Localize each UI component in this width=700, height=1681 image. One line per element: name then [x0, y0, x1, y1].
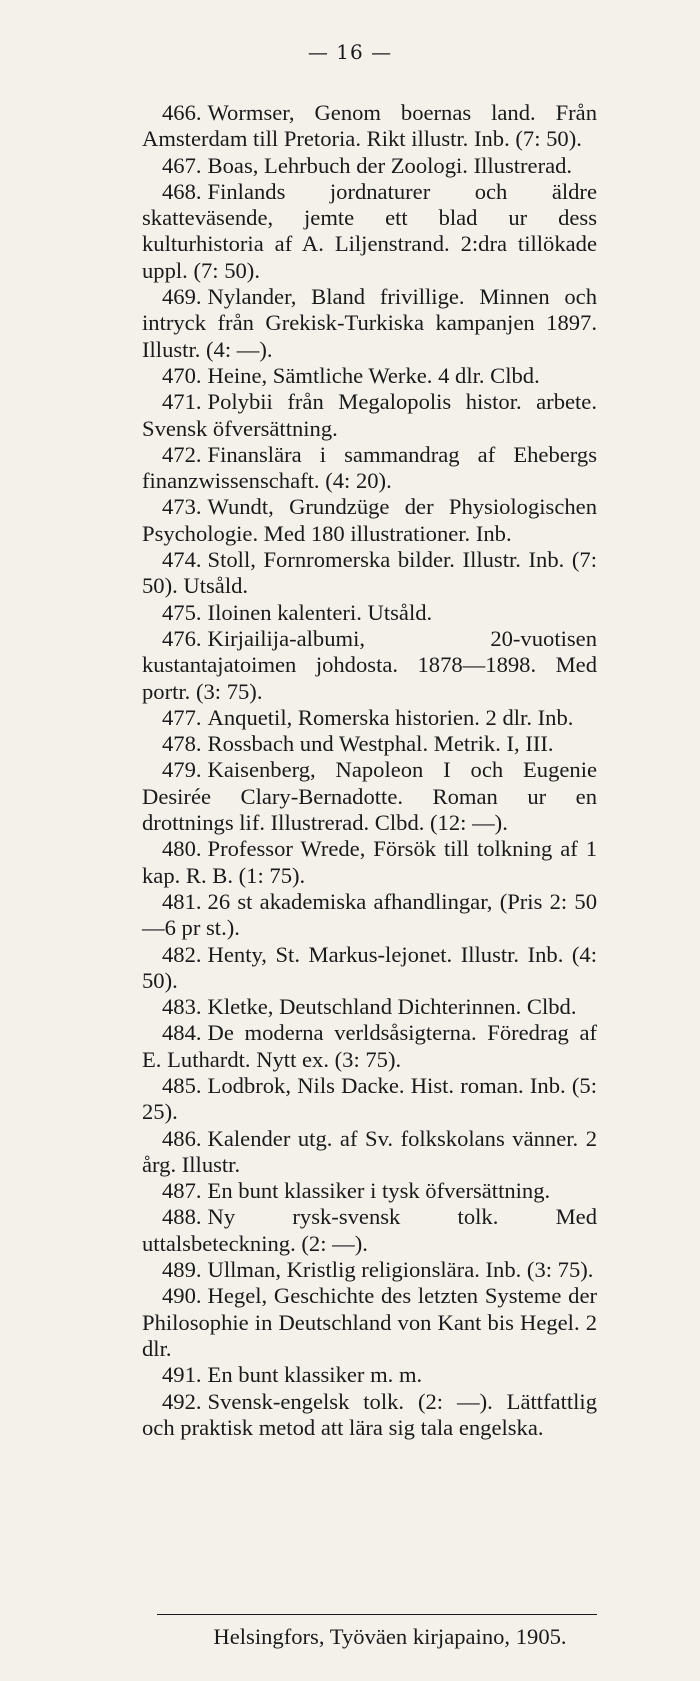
entry-text: 26 st akademiska afhandlingar, (Pris 2: 50—6 pr st.). [142, 888, 597, 941]
catalogue-entry-list [142, 100, 597, 1441]
catalogue-entry [142, 705, 597, 731]
entry-number: 483. [162, 994, 202, 1020]
entry-number: 476. [162, 625, 202, 651]
entry-text: Henty, St. Markus-lejonet. Illustr. Inb. (4: 50). [142, 941, 597, 993]
entry-text: Kirjailija-albumi, 20-vuotisen kustantajatoimen johdosta. 1878—1898. Med portr. (3: 75). [142, 625, 597, 704]
entry-number: 467. [162, 152, 202, 178]
catalogue-entry [142, 547, 597, 600]
entry-number: 491. [162, 1362, 202, 1388]
catalogue-entry [142, 994, 597, 1020]
catalogue-entry [142, 1204, 597, 1257]
entry-text: En bunt klassiker i tysk öfversättning. [207, 1178, 551, 1204]
entry-number: 484. [162, 1020, 202, 1046]
catalogue-entry [142, 942, 597, 995]
entry-text: Heine, Sämtliche Werke. 4 dlr. Clbd. [207, 362, 540, 388]
catalogue-entry [142, 1283, 597, 1362]
catalogue-entry [142, 731, 597, 757]
catalogue-entry [142, 1126, 597, 1179]
entry-text: Wundt, Grundzüge der Physiologischen Psychologie. Med 180 illustrationer. Inb. [142, 494, 597, 546]
entry-text: Finlands jordnaturer och äldre skatteväsende, jemte ett blad ur dess kulturhistoria af A. Liljenstrand. 2:dra tillökade uppl. (7: 50). [142, 178, 597, 283]
entry-text: Professor Wrede, Försök till tolkning af 1 kap. R. B. (1: 75). [142, 836, 597, 888]
entry-number: 482. [162, 941, 202, 967]
catalogue-entry [142, 1020, 597, 1073]
catalogue-entry [142, 494, 597, 547]
entry-number: 492. [162, 1388, 202, 1414]
catalogue-entry [142, 889, 597, 942]
catalogue-entry [142, 363, 597, 389]
entry-text: En bunt klassiker m. m. [207, 1362, 423, 1388]
catalogue-entry [142, 1073, 597, 1126]
entry-number: 477. [162, 704, 202, 730]
entry-text: Anquetil, Romerska historien. 2 dlr. Inb. [207, 704, 574, 730]
entry-number: 468. [162, 178, 202, 204]
entry-text: Rossbach und Westphal. Metrik. I, III. [207, 731, 554, 757]
catalogue-entry [142, 284, 597, 363]
catalogue-entry [142, 442, 597, 495]
entry-text: Kletke, Deutschland Dichterinnen. Clbd. [207, 994, 577, 1020]
entry-text: De moderna verldsåsigterna. Föredrag af E. Luthardt. Nytt ex. (3: 75). [142, 1020, 597, 1072]
catalogue-entry [142, 179, 597, 284]
catalogue-entry [142, 836, 597, 889]
entry-number: 470. [162, 362, 202, 388]
entry-text: Iloinen kalenteri. Utsåld. [207, 599, 433, 625]
entry-number: 486. [162, 1125, 202, 1151]
entry-text: Kalender utg. af Sv. folkskolans vänner. 2 årg. Illustr. [142, 1125, 597, 1177]
catalogue-entry [142, 1362, 597, 1388]
entry-number: 469. [162, 284, 202, 310]
entry-number: 474. [162, 547, 202, 573]
catalogue-entry [142, 1178, 597, 1204]
entry-text: Boas, Lehrbuch der Zoologi. Illustrerad. [207, 152, 573, 178]
entry-text: Kaisenberg, Napoleon I och Eugenie Desirée Clary-Bernadotte. Roman ur en drottnings lif. Illustrerad. Clbd. (12: —). [142, 757, 597, 836]
entry-text: Lodbrok, Nils Dacke. Hist. roman. Inb. (5: 25). [142, 1072, 597, 1125]
entry-number: 489. [162, 1257, 202, 1283]
catalogue-entry [142, 100, 597, 153]
entry-text: Ullman, Kristlig religionslära. Inb. (3: 75). [207, 1257, 594, 1283]
entry-number: 471. [162, 389, 202, 415]
catalogue-entry [142, 757, 597, 836]
catalogue-entry [142, 1389, 597, 1442]
entry-number: 488. [162, 1204, 202, 1230]
entry-text: Stoll, Fornromerska bilder. Illustr. Inb. (7: 50). Utsåld. [142, 547, 597, 599]
entry-text: Ny rysk-svensk tolk. Med uttalsbeteckning. (2: —). [142, 1204, 597, 1256]
catalogue-entry [142, 600, 597, 626]
entry-number: 485. [162, 1072, 202, 1098]
entry-text: Svensk-engelsk tolk. (2: —). Lättfattlig och praktisk metod att lära sig tala engelska. [142, 1388, 597, 1440]
entry-text: Polybii från Megalopolis histor. arbete. Svensk öfversättning. [142, 389, 597, 441]
catalogue-entry [142, 1257, 597, 1283]
entry-text: Finanslära i sammandrag af Ehebergs finanzwissenschaft. (4: 20). [142, 441, 597, 494]
printer-imprint: Helsingfors, Työväen kirjapaino, 1905. [213, 1624, 567, 1649]
page-number: — 16 — [307, 40, 393, 64]
catalogue-entry [142, 626, 597, 705]
entry-number: 473. [162, 494, 202, 520]
entry-text: Nylander, Bland frivillige. Minnen och intryck från Grekisk-Turkiska kampanjen 1897. Illustr. (4: —). [142, 284, 597, 362]
entry-number: 487. [162, 1178, 202, 1204]
catalogue-entry [142, 389, 597, 442]
entry-text: Wormser, Genom boernas land. Från Amsterdam till Pretoria. Rikt illustr. Inb. (7: 50). [142, 100, 597, 152]
footer-divider [157, 1614, 597, 1615]
entry-number: 472. [162, 441, 202, 467]
entry-number: 481. [162, 888, 202, 914]
entry-number: 478. [162, 731, 202, 757]
catalogue-entry [142, 153, 597, 179]
entry-number: 490. [162, 1283, 202, 1309]
entry-number: 475. [162, 599, 202, 625]
entry-number: 466. [162, 100, 202, 125]
entry-text: Hegel, Geschichte des letzten Systeme der Philosophie in Deutschland von Kant bis Hegel. 2 dlr. [142, 1283, 597, 1361]
entry-number: 479. [162, 757, 202, 783]
entry-number: 480. [162, 836, 202, 862]
